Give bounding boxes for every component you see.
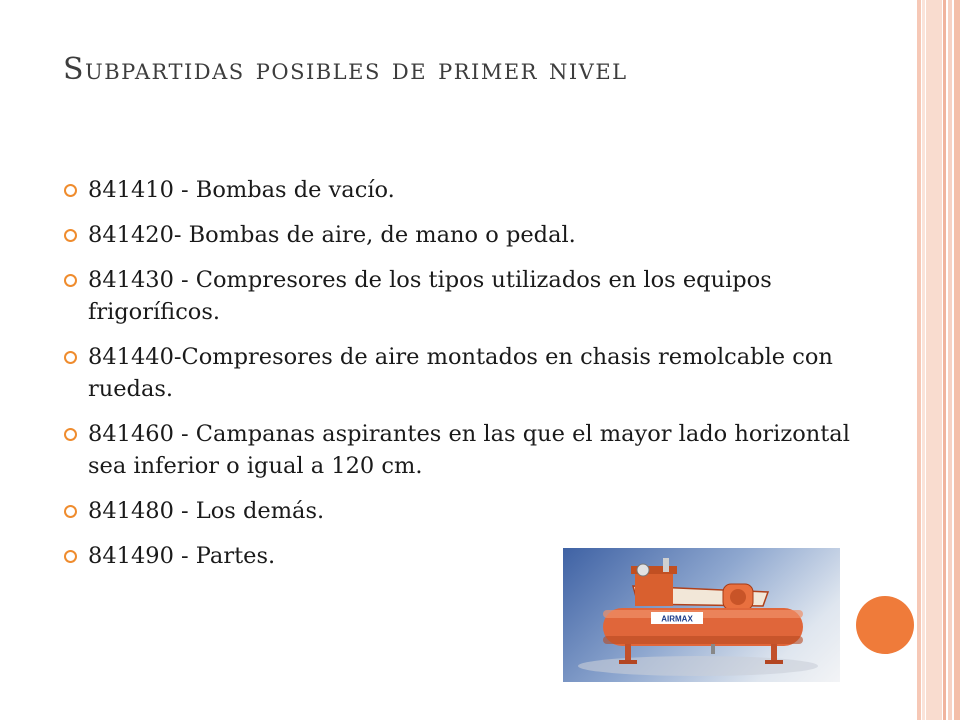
circle-bullet-icon: [64, 550, 77, 563]
circle-bullet-icon: [64, 428, 77, 441]
air-compressor-illustration: [563, 548, 840, 682]
circle-bullet-icon: [64, 229, 77, 242]
accent-circle: [856, 596, 914, 654]
decorative-border: [917, 0, 960, 720]
bullet-text: 841460 - Campanas aspirantes en las que el mayor lado horizontal sea inferior o igual a 120 cm.: [88, 421, 850, 479]
list-item: [64, 495, 864, 527]
slide-title: Subpartidas posibles de primer nivel: [63, 52, 628, 87]
circle-bullet-icon: [64, 184, 77, 197]
bullet-list: [64, 174, 864, 572]
brand-logo-text: AIRMAX: [661, 614, 693, 624]
list-item: [64, 174, 864, 206]
bullet-text: 841440-Compresores de aire montados en chasis remolcable con ruedas.: [88, 344, 833, 402]
list-item: [64, 418, 864, 482]
circle-bullet-icon: [64, 351, 77, 364]
bullet-text: 841490 - Partes.: [88, 543, 276, 569]
bullet-text: 841480 - Los demás.: [88, 498, 325, 524]
circle-bullet-icon: [64, 274, 77, 287]
list-item: [64, 264, 864, 328]
bullet-text: 841410 - Bombas de vacío.: [88, 177, 395, 203]
bullet-text: 841430 - Compresores de los tipos utilizados en los equipos frigoríficos.: [88, 267, 772, 325]
air-compressor-photo: [563, 548, 840, 682]
bullet-text: 841420- Bombas de aire, de mano o pedal.: [88, 222, 576, 248]
list-item: [64, 341, 864, 405]
list-item: [64, 219, 864, 251]
circle-bullet-icon: [64, 505, 77, 518]
